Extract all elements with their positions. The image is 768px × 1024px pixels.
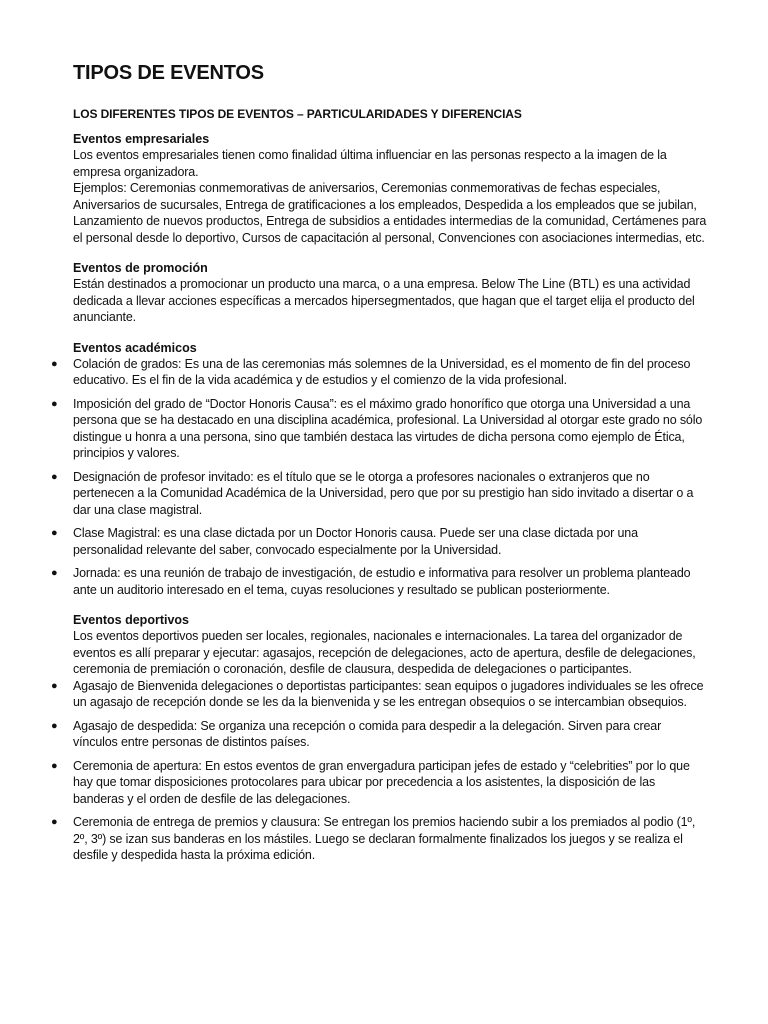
paragraph: Los eventos deportivos pueden ser locales, regionales, nacionales e internacionales. La tarea del organizador de eventos es allí preparar y ejecutar: agasajos, recepción de delegaciones, acto de apertura, desfile de delegaciones, ceremonia de premiación o coronación, desfile de clausura, despedida de delegaciones o participantes. bbox=[73, 629, 696, 676]
bullet-list bbox=[51, 356, 708, 599]
section-empresariales bbox=[73, 131, 708, 246]
list-item-text: Imposición del grado de “Doctor Honoris Causa”: es el máximo grado honorífico que otorga una Universidad a una persona que se ha destacado en una disciplina académica, profesional. La Universidad al otorgar este grado no sólo distingue u honra a una persona, sino que también destaca las virtudes de dicha persona como ejemplo de Ética, principios y valores. bbox=[73, 396, 703, 460]
section-promocion bbox=[73, 260, 708, 326]
bullet-icon: ● bbox=[51, 397, 58, 410]
list-item-text: Clase Magistral: es una clase dictada por un Doctor Honoris causa. Puede ser una clase dictada por una personalidad relevante del saber, convocado especialmente por la Universidad. bbox=[73, 526, 638, 557]
section-heading: Eventos de promoción bbox=[73, 261, 208, 275]
paragraph: Los eventos empresariales tienen como finalidad última influenciar en las personas respecto a la imagen de la empresa organizadora. bbox=[73, 148, 667, 179]
list-item-text: Colación de grados: Es una de las ceremonias más solemnes de la Universidad, es el momento de fin del proceso educativo. Es el fin de la vida académica y de estudios y el comienzo de la vida profesional. bbox=[73, 356, 691, 387]
list-item-text: Agasajo de despedida: Se organiza una recepción o comida para despedir a la delegación. Sirven para crear vínculos entre personas de distintos países. bbox=[73, 718, 662, 749]
document-subtitle: LOS DIFERENTES TIPOS DE EVENTOS – PARTICULARIDADES Y DIFERENCIAS bbox=[73, 107, 522, 121]
bullet-icon: ● bbox=[51, 567, 58, 579]
list-item-text: Ceremonia de apertura: En estos eventos de gran envergadura participan jefes de estado y “celebrities” por lo que hay que tomar disposiciones protocolares para ubicar por precedencia a los asistentes, la disposición de las banderas y el orden de desfile de las delegaciones. bbox=[73, 758, 690, 806]
list-item bbox=[51, 396, 708, 462]
section-heading: Eventos académicos bbox=[73, 340, 197, 355]
bullet-icon: ● bbox=[51, 816, 58, 828]
list-item-text: Ceremonia de entrega de premios y clausura: Se entregan los premios haciendo subir a los premiados al podio (1º, 2º, 3º) se izan sus banderas en los mástiles. Luego se declaran formalmente finalizados los juegos y se realiza el desfile y despedida hasta la próxima edición. bbox=[73, 815, 696, 862]
bullet-icon: ● bbox=[51, 759, 58, 772]
list-item-text: Designación de profesor invitado: es el título que se le otorga a profesores nacionales o extranjeros que no pertenecen a la Comunidad Académica de la Universidad, pero que por su prestigio han sido invitado a disertar o a dar una clase magistral. bbox=[73, 469, 694, 517]
list-item-text: Jornada: es una reunión de trabajo de investigación, de estudio e informativa para resolver un problema planteado ante un auditorio interesado en el tema, cuyas resoluciones y resultado se publican posteriormente. bbox=[73, 566, 691, 597]
paragraph: Están destinados a promocionar un producto una marca, o a una empresa. Below The Line (BTL) es una actividad dedicada a llevar acciones específicas a mercados hipersegmentados, que hagan que el target elija el producto del anunciante. bbox=[73, 277, 695, 324]
section-heading: Eventos empresariales bbox=[73, 132, 210, 146]
list-item bbox=[51, 356, 708, 389]
bullet-icon: ● bbox=[51, 357, 58, 370]
section-academicos bbox=[51, 340, 708, 599]
list-item bbox=[51, 565, 708, 598]
bullet-list bbox=[51, 678, 708, 864]
paragraph: Ejemplos: Ceremonias conmemorativas de aniversarios, Ceremonias conmemorativas de fechas especiales, Aniversarios de sucursales, Entrega de gratificaciones a los empleados, Despedida a los empleados que se jubilan, Lanzamiento de nuevos productos, Entrega de subsidios a entidades intermedias de la comunidad, Certámenes para el personal desde lo deportivo, Cursos de capacitación al personal, Convenciones con asociaciones intermedias, etc. bbox=[73, 181, 707, 245]
section-heading: Eventos deportivos bbox=[73, 613, 189, 627]
list-item bbox=[51, 814, 708, 864]
bullet-icon: ● bbox=[51, 527, 58, 539]
document-title: TIPOS DE EVENTOS bbox=[73, 62, 264, 84]
list-item bbox=[51, 469, 708, 519]
list-item bbox=[51, 718, 708, 751]
list-item bbox=[51, 758, 708, 808]
bullet-icon: ● bbox=[51, 719, 58, 732]
bullet-icon: ● bbox=[51, 470, 58, 483]
bullet-icon: ● bbox=[51, 679, 58, 692]
list-item-text: Agasajo de Bienvenida delegaciones o deportistas participantes: sean equipos o jugadores individuales se les ofrece un agasajo de recepción donde se les da la bienvenida y se les entregan obsequios o se intercambian obsequios. bbox=[73, 678, 704, 709]
list-item bbox=[51, 678, 708, 711]
section-deportivos bbox=[51, 612, 708, 864]
list-item bbox=[51, 525, 708, 558]
